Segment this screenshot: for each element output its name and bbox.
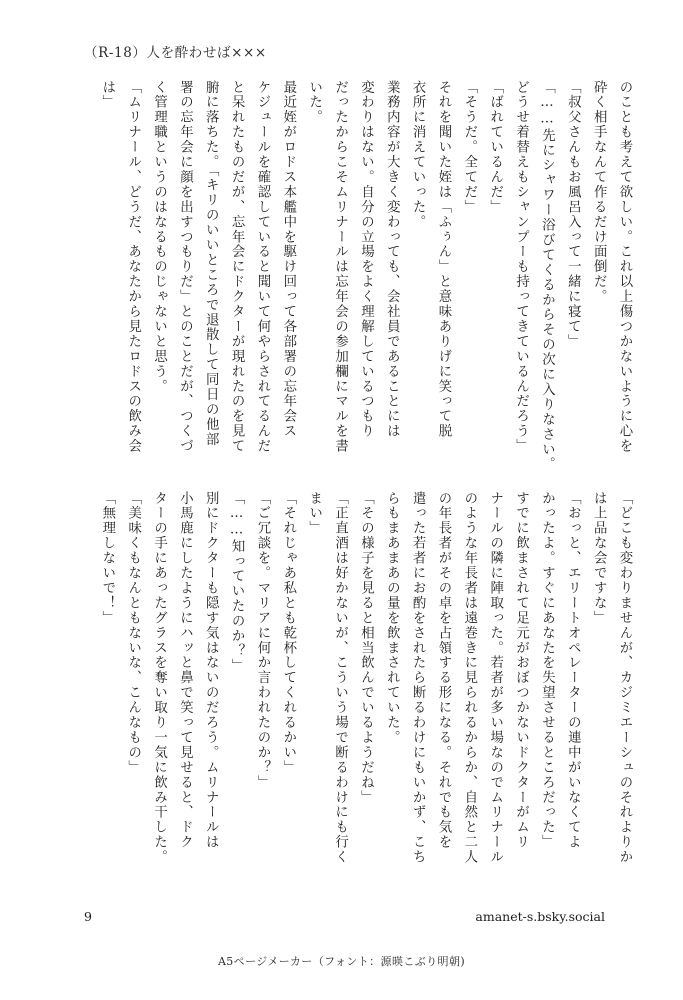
body-lower-line: 「おっと、エリートオペレーターの連中がいなくてよ	[565, 491, 581, 850]
body-text-block-upper	[45, 80, 637, 480]
body-lower-line: の年長者がその卓を占領する形になる。それでも気を	[435, 491, 451, 850]
author-handle: amanet-s.bsky.social	[475, 909, 605, 924]
body-lower-line: 遣った若者にお酌をされたら断るわけにもいかず、こち	[410, 491, 426, 865]
body-lower-line: 「無理しないで！」	[99, 491, 115, 626]
body-upper-line: 最近姪がロドス本艦中を駆け回って各部署の忘年会ス	[280, 80, 296, 439]
body-upper-line: 腑に落ちた。「キリのいいところで退散して同日の他部	[203, 80, 219, 448]
body-upper-line: だったからこそムリナールは忘年会の参加欄にマルを書	[332, 80, 348, 454]
page-number: 9	[84, 909, 92, 924]
body-upper-line: 署の忘年会に顔を出すつもりだ」とのことだが、つくづ	[177, 80, 193, 454]
body-lower-line: 小馬鹿にしたようにハッと鼻で笑って見せると、ドク	[177, 491, 193, 850]
body-upper-line: のことも考えて欲しい。これ以上傷つかないように心を	[617, 80, 632, 454]
body-upper-line: 「叔父さんもお風呂入って一緒に寝て」	[565, 80, 581, 350]
page-header-title: （R-18）人を酔わせば×××	[84, 45, 267, 61]
body-upper-line: と呆れたものだが、忘年会にドクターが現れたのを見て	[229, 80, 245, 454]
page-footer	[0, 890, 683, 1000]
body-upper-line: 衣所に消えていった。	[410, 80, 426, 230]
body-lower-line: 「美味くもなんともないな、こんなもの」	[125, 491, 141, 776]
body-lower-line: かったよ。すぐにあなたを失望させるところだった」	[539, 491, 555, 850]
body-upper-line: 「そうだ。全てだ」	[461, 80, 477, 215]
body-lower-line: は上品な会ですな」	[591, 491, 607, 626]
body-lower-line: 「その様子を見ると相当飲んでいるようだね」	[358, 491, 374, 805]
body-upper-line: いた。	[306, 80, 322, 125]
body-upper-line: は」	[99, 80, 115, 110]
body-lower-line: ターの手にあったグラスを奪い取り一気に飲み干した。	[151, 491, 167, 865]
body-lower-line: 「それじゃあ私とも乾杯してくれるかい」	[280, 491, 296, 776]
body-upper-line: 「ばれているんだ」	[487, 80, 503, 215]
body-upper-line: 業務内容が大きく変わっても、会社員であることには	[384, 80, 400, 439]
body-lower-line: 「……知っていたのか？」	[229, 491, 245, 674]
body-lower-line: ナールの隣に陣取った。若者が多い場なのでムリナール	[487, 491, 503, 865]
generator-credit: A5ページメーカー（フォント：源暎こぶり明朝)	[217, 955, 466, 968]
body-lower-line: らもまあまあの量を飲まされていた。	[384, 491, 400, 746]
body-upper-line: ケジュールを確認していると聞いて何やらされてるんだ	[254, 80, 270, 454]
body-lower-line: 「どこも変わりませんが、カジミエーシュのそれよりか	[617, 491, 632, 865]
body-upper-line: どうせ着替えもシャンプーも持ってきているんだろう」	[513, 80, 529, 454]
body-lower-line: まい」	[306, 491, 322, 536]
body-lower-line: 「正直酒は好かないが、こういう場で断るわけにも行く	[332, 491, 348, 865]
body-lower-line: 別にドクターも隠す気はないのだろう。ムリナールは	[203, 491, 219, 850]
body-upper-line: 「ムリナール、どうだ、あなたから見たロドスの飲み会	[125, 80, 141, 454]
body-upper-line: 変わりはない。自分の立場をよく理解しているつもり	[358, 80, 374, 439]
body-upper-line: 「……先にシャワー浴びてくるからその次に入りなさい。	[539, 80, 555, 472]
body-text-block-lower	[45, 491, 637, 889]
body-lower-line: 「ご冗談を。マリアに何か言われたのか？」	[254, 491, 270, 790]
body-lower-line: すでに飲まされて足元がおぼつかないドクターがムリ	[513, 491, 529, 850]
body-upper-line: それを聞いた姪は「ふぅん」と意味ありげに笑って脱	[435, 80, 451, 439]
body-lower-line: のような年長者は遠巻きに見られるからか、自然と二人	[461, 491, 477, 865]
body-upper-line: く管理職というのはなるものじゃないと思う。	[151, 80, 167, 394]
body-upper-line: 砕く相手なんて作るだけ面倒だ。	[591, 80, 607, 305]
